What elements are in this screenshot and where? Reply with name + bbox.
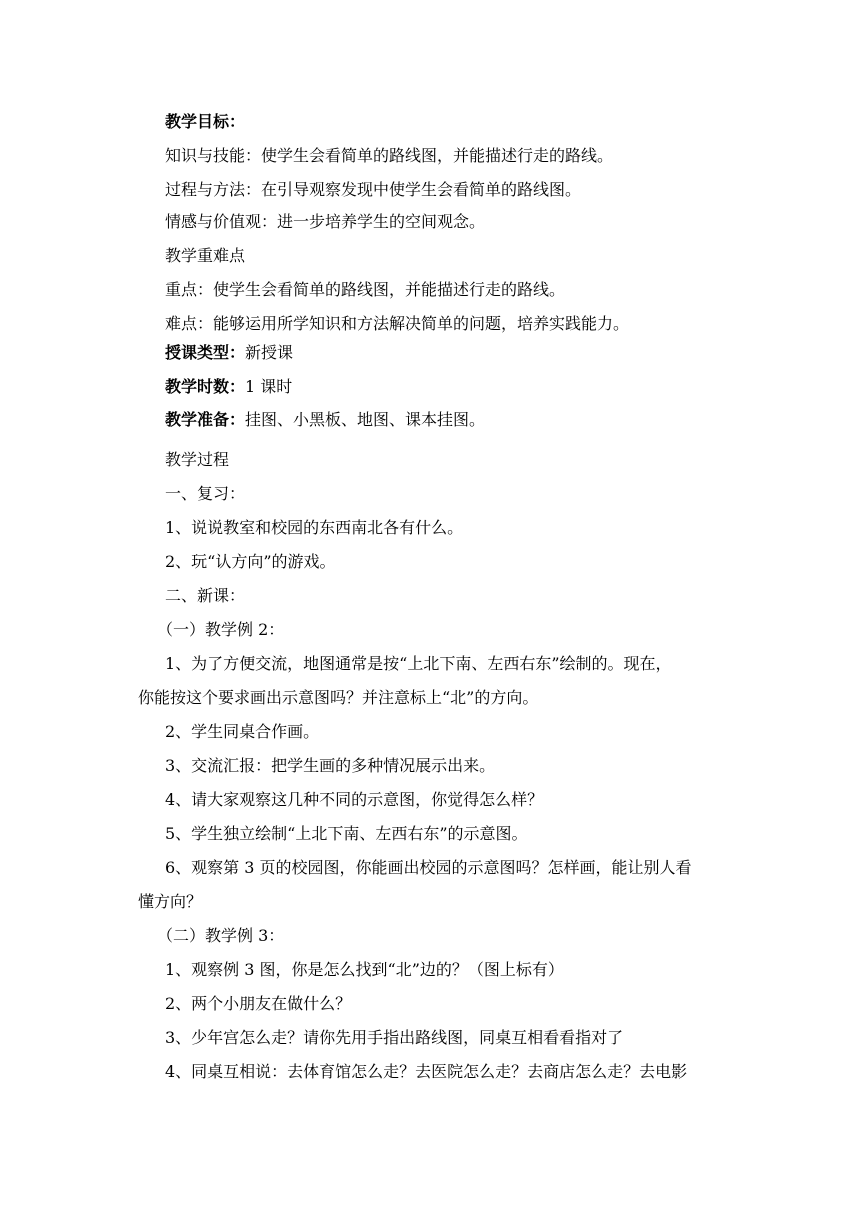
ex2-item-1-line2: 你能按这个要求画出示意图吗？并注意标上“北”的方向。 [138, 688, 539, 707]
ex2-item-5: 5、学生独立绘制“上北下南、左西右东”的示意图。 [165, 824, 528, 843]
review-heading: 一、复习： [165, 484, 246, 503]
ex2-item-6-line1: 6、观察第 3 页的校园图，你能画出校园的示意图吗？怎样画，能让别人看 [165, 858, 692, 877]
review-item-1: 1、说说教室和校园的东西南北各有什么。 [165, 518, 464, 537]
ex2-item-6-line2: 懂方向？ [138, 892, 203, 911]
ex3-item-1: 1、观察例 3 图，你是怎么找到“北”边的？（图上标有） [165, 960, 564, 979]
ex2-item-4: 4、请大家观察这几种不同的示意图，你觉得怎么样？ [165, 790, 544, 809]
review-item-2: 2、玩“认方向”的游戏。 [165, 552, 336, 571]
process-heading: 教学过程 [165, 450, 230, 469]
ex2-item-2: 2、学生同桌合作画。 [165, 722, 320, 741]
lesson-type-value: 新授课 [245, 343, 294, 362]
lesson-type-label: 授课类型： [165, 343, 246, 362]
ex2-item-1-line1: 1、为了方便交流，地图通常是按“上北下南、左西右东”绘制的。现在， [165, 654, 672, 673]
lesson-hours-label: 教学时数： [165, 377, 246, 396]
example-3-heading: （二）教学例 3： [157, 926, 285, 945]
difficult-point: 难点：能够运用所学知识和方法解决简单的问题，培养实践能力。 [165, 314, 630, 333]
objective-knowledge: 知识与技能：使学生会看简单的路线图，并能描述行走的路线。 [165, 146, 614, 165]
ex3-item-4: 4、同桌互相说：去体育馆怎么走？去医院怎么走？去商店怎么走？去电影 [165, 1062, 688, 1081]
example-2-heading: （一）教学例 2： [157, 620, 285, 639]
lesson-prep-label: 教学准备： [165, 410, 246, 429]
key-difficult-heading: 教学重难点 [165, 246, 246, 265]
lesson-type [165, 343, 293, 363]
ex3-item-2: 2、两个小朋友在做什么？ [165, 994, 352, 1013]
lesson-hours [165, 377, 292, 397]
ex3-item-3: 3、少年宫怎么走？请你先用手指出路线图，同桌互相看看指对了 [165, 1028, 624, 1047]
ex2-item-3: 3、交流汇报：把学生画的多种情况展示出来。 [165, 756, 496, 775]
objective-process: 过程与方法：在引导观察发现中使学生会看简单的路线图。 [165, 180, 582, 199]
lesson-prep [165, 410, 485, 430]
objective-emotion: 情感与价值观：进一步培养学生的空间观念。 [165, 212, 486, 231]
key-point: 重点：使学生会看简单的路线图，并能描述行走的路线。 [165, 280, 566, 299]
new-lesson-heading: 二、新课： [165, 586, 246, 605]
lesson-hours-value: 1 课时 [245, 377, 293, 396]
objectives-heading: 教学目标： [165, 112, 246, 131]
lesson-prep-value: 挂图、小黑板、地图、课本挂图。 [245, 410, 486, 429]
